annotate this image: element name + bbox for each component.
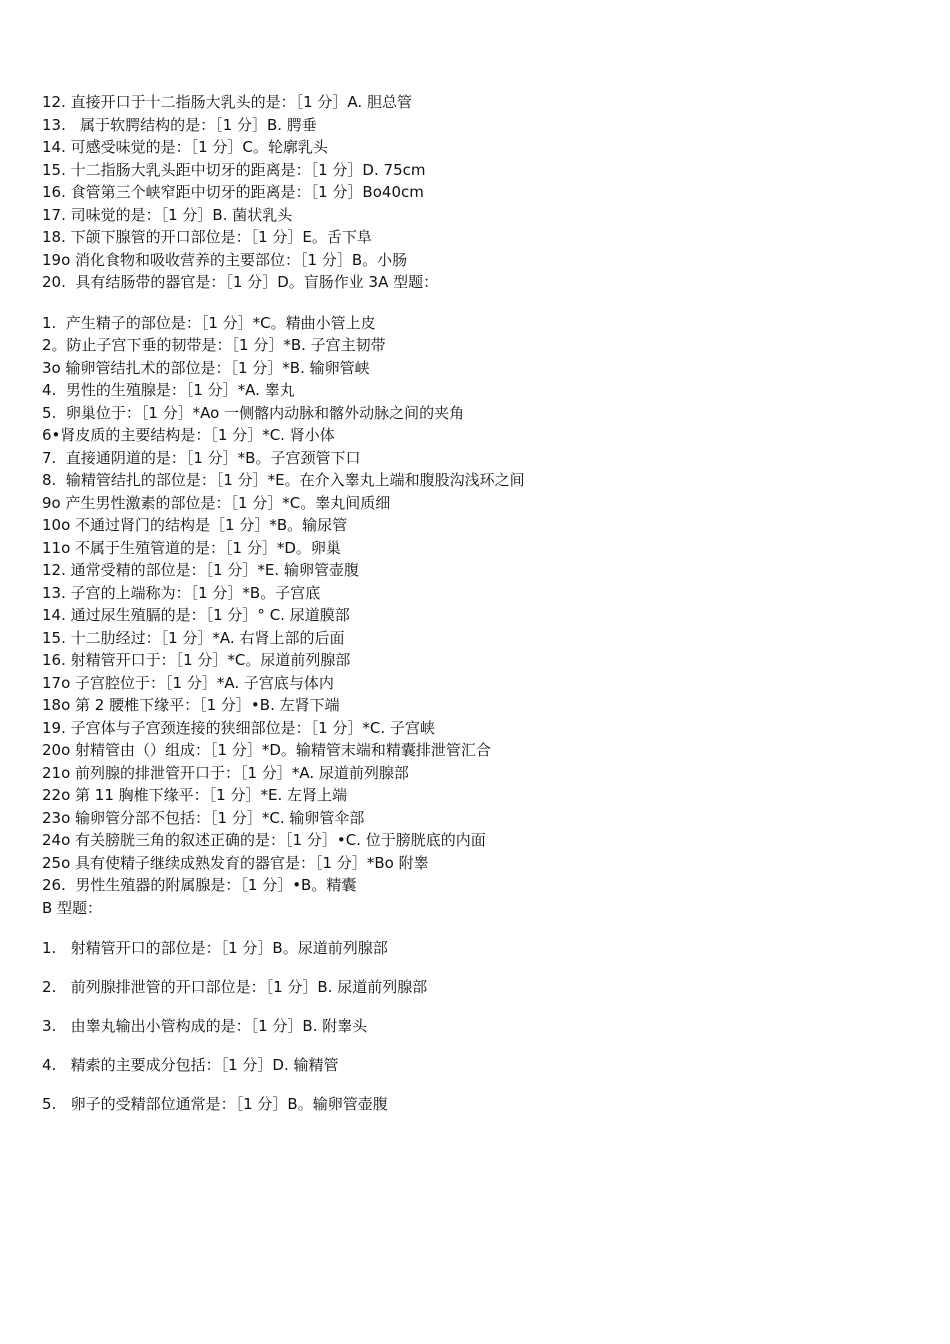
question-line: 24o 有关膀胱三角的叙述正确的是：［1 分］•C. 位于膀胱底的内面 — [42, 831, 486, 849]
question-line: 15. 十二肋经过：［1 分］*A. 右肾上部的后面 — [42, 628, 345, 647]
question-line: 10o 不通过肾门的结构是［1 分］*B。输尿管 — [42, 516, 348, 534]
question-line: 20. 具有结肠带的器官是：［1 分］D。盲肠作业 3A 型题： — [42, 273, 439, 291]
question-line: 14. 通过尿生殖膈的是：［1 分］° C. 尿道膜部 — [42, 606, 350, 624]
section-spacer — [42, 919, 922, 937]
question-line: 3. 由睾丸输出小管构成的是：［1 分］B. 附睾头 — [42, 1017, 368, 1035]
question-line: 18. 下颌下腺管的开口部位是：［1 分］E。舌下阜 — [42, 228, 372, 246]
question-line: 25o 具有使精子继续成熟发育的器官是：［1 分］*Bo 附睾 — [42, 853, 429, 872]
question-line: 15. 十二指肠大乳头距中切牙的距离是：［1 分］D. 75cm — [42, 160, 426, 179]
question-line: 9o 产生男性激素的部位是：［1 分］*C。睾丸间质细 — [42, 493, 391, 512]
section-urogenital-questions — [42, 312, 922, 897]
section-b-type-questions — [42, 937, 922, 1115]
section-heading-b-type: B 型题： — [42, 898, 103, 917]
question-line: 7. 直接通阴道的是：［1 分］*B。子宫颈管下口 — [42, 448, 361, 467]
question-line: 4. 男性的生殖腺是：［1 分］*A. 睾丸 — [42, 381, 295, 399]
question-line: 22o 第 11 胸椎下缘平：［1 分］*E. 左肾上端 — [42, 786, 347, 804]
question-line: 21o 前列腺的排泄管开口于：［1 分］*A. 尿道前列腺部 — [42, 763, 409, 782]
question-line: 5. 卵巢位于：［1 分］*Ao 一侧髂内动脉和髂外动脉之间的夹角 — [42, 403, 465, 422]
question-line: 12. 直接开口于十二指肠大乳头的是：［1 分］A. 胆总管 — [42, 93, 412, 111]
question-line: 13. 子宫的上端称为：［1 分］*B。子宫底 — [42, 583, 321, 602]
section-digestive-questions — [42, 91, 922, 294]
question-line: 17. 司味觉的是：［1 分］B. 菌状乳头 — [42, 205, 293, 224]
section-spacer — [42, 294, 922, 312]
document-page — [42, 91, 922, 1132]
question-line: 17o 子宫腔位于：［1 分］*A. 子宫底与体内 — [42, 673, 334, 692]
question-line: 16. 食管第三个峡窄距中切牙的距离是：［1 分］Bo40cm — [42, 183, 424, 201]
question-line: 14. 可感受味觉的是：［1 分］C。轮廓乳头 — [42, 138, 328, 156]
question-line: 20o 射精管由（）组成：［1 分］*D。输精管末端和精囊排泄管汇合 — [42, 741, 491, 759]
question-line: 18o 第 2 腰椎下缘平：［1 分］•B. 左肾下端 — [42, 696, 340, 714]
question-line: 26. 男性生殖器的附属腺是：［1 分］•B。精囊 — [42, 876, 357, 894]
question-line: 6•肾皮质的主要结构是：［1 分］*C. 肾小体 — [42, 426, 335, 444]
question-line: 5. 卵子的受精部位通常是：［1 分］B。输卵管壶腹 — [42, 1095, 388, 1113]
question-line: 16. 射精管开口于：［1 分］*C。尿道前列腺部 — [42, 651, 351, 669]
question-line: 2. 前列腺排泄管的开口部位是：［1 分］B. 尿道前列腺部 — [42, 978, 428, 996]
question-line: 12. 通常受精的部位是：［1 分］*E. 输卵管壶腹 — [42, 561, 359, 579]
question-line: 13. 属于软腭结构的是：［1 分］B. 腭垂 — [42, 115, 317, 134]
question-line: 11o 不属于生殖管道的是：［1 分］*D。卵巢 — [42, 538, 341, 557]
question-line: 2。防止子宫下垂的韧带是：［1 分］*B. 子宫主韧带 — [42, 336, 386, 354]
question-line: 19. 子宫体与子宫颈连接的狭细部位是：［1 分］*C. 子宫峡 — [42, 718, 435, 737]
question-line: 3o 输卵管结扎术的部位是：［1 分］*B. 输卵管峡 — [42, 358, 370, 377]
question-line: 1. 产生精子的部位是：［1 分］*C。精曲小管上皮 — [42, 313, 376, 332]
question-line: 19o 消化食物和吸收营养的主要部位：［1 分］B。小肠 — [42, 250, 408, 269]
question-line: 23o 输卵管分部不包括：［1 分］*C. 输卵管伞部 — [42, 808, 365, 827]
question-line: 1. 射精管开口的部位是：［1 分］B。尿道前列腺部 — [42, 939, 388, 957]
question-line: 8. 输精管结扎的部位是：［1 分］*E。在介入睾丸上端和腹股沟浅环之间 — [42, 471, 525, 489]
question-line: 4. 精索的主要成分包括：［1 分］D. 输精管 — [42, 1056, 339, 1074]
